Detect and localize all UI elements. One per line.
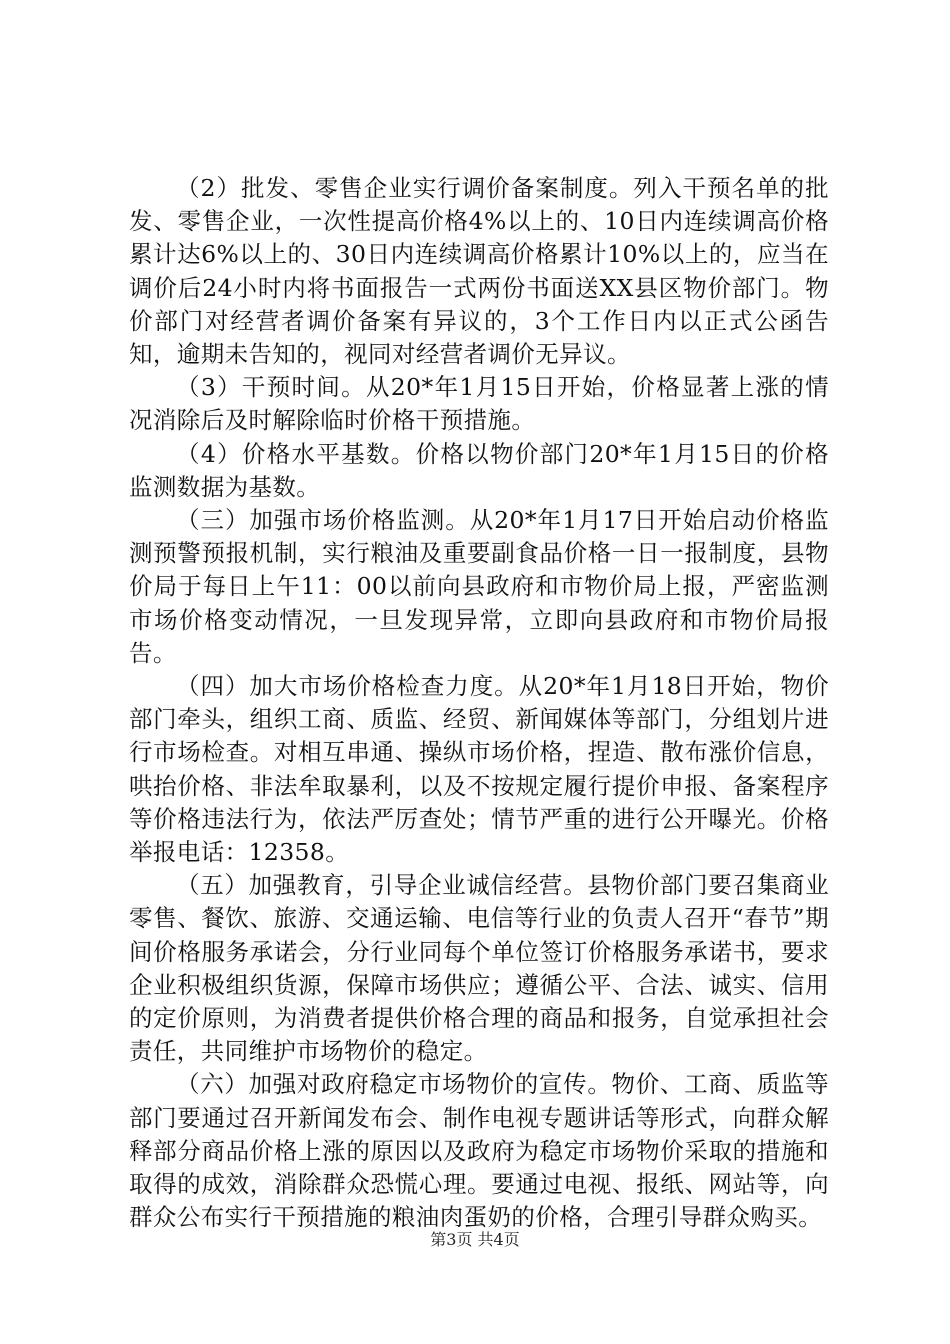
- paragraph-intervention-time: （3）干预时间。从20*年1月15日开始，价格显著上涨的情况消除后及时解除临时价格干预措施。: [129, 373, 829, 435]
- paragraph-price-inspection: （四）加大市场价格检查力度。从20*年1月18日开始，物价部门牵头，组织工商、质监、经贸、新闻媒体等部门，分组划片进行市场检查。对相互串通、操纵市场价格，捏造、散布涨价信息，哄抬价格、非法牟取暴利，以及不按规定履行提价申报、备案程序等价格违法行为，依法严厉查处；情节严重的进行公开曝光。价格举报电话：12358。: [129, 672, 829, 867]
- paragraph-integrity-education: （五）加强教育，引导企业诚信经营。县物价部门要召集商业零售、餐饮、旅游、交通运输、电信等行业的负责人召开“春节”期间价格服务承诺会，分行业同每个单位签订价格服务承诺书，要求企业积极组织货源，保障市场供应；遵循公平、合法、诚实、信用的定价原则，为消费者提供价格合理的商品和报务，自觉承担社会责任，共同维护市场物价的稳定。: [129, 871, 829, 1066]
- page-number-footer: 第3页 共4页: [430, 1230, 520, 1249]
- paragraph-price-filing: （2）批发、零售企业实行调价备案制度。列入干预名单的批发、零售企业，一次性提高价格4%以上的、10日内连续调高价格累计达6%以上的、30日内连续调高价格累计10%以上的，应当在调价后24小时内将书面报告一式两份书面送XX县区物价部门。物价部门对经营者调价备案有异议的，3个工作日内以正式公函告知，逾期未告知的，视同对经营者调价无异议。: [129, 174, 829, 369]
- paragraph-publicity: （六）加强对政府稳定市场物价的宣传。物价、工商、质监等部门要通过召开新闻发布会、制作电视专题讲话等形式，向群众解释部分商品价格上涨的原因以及政府为稳定市场物价采取的措施和取得的成效，消除群众恐慌心理。要通过电视、报纸、网站等，向群众公布实行干预措施的粮油肉蛋奶的价格，合理引导群众购买。: [129, 1070, 829, 1232]
- paragraph-price-baseline: （4）价格水平基数。价格以物价部门20*年1月15日的价格监测数据为基数。: [129, 439, 829, 501]
- document-body: [129, 172, 829, 1235]
- paragraph-price-monitoring: （三）加强市场价格监测。从20*年1月17日开始启动价格监测预警预报机制，实行粮油及重要副食品价格一日一报制度，县物价局于每日上午11：00以前向县政府和市物价局上报，严密监测市场价格变动情况，一旦发现异常，立即向县政府和市物价局报告。: [129, 506, 829, 667]
